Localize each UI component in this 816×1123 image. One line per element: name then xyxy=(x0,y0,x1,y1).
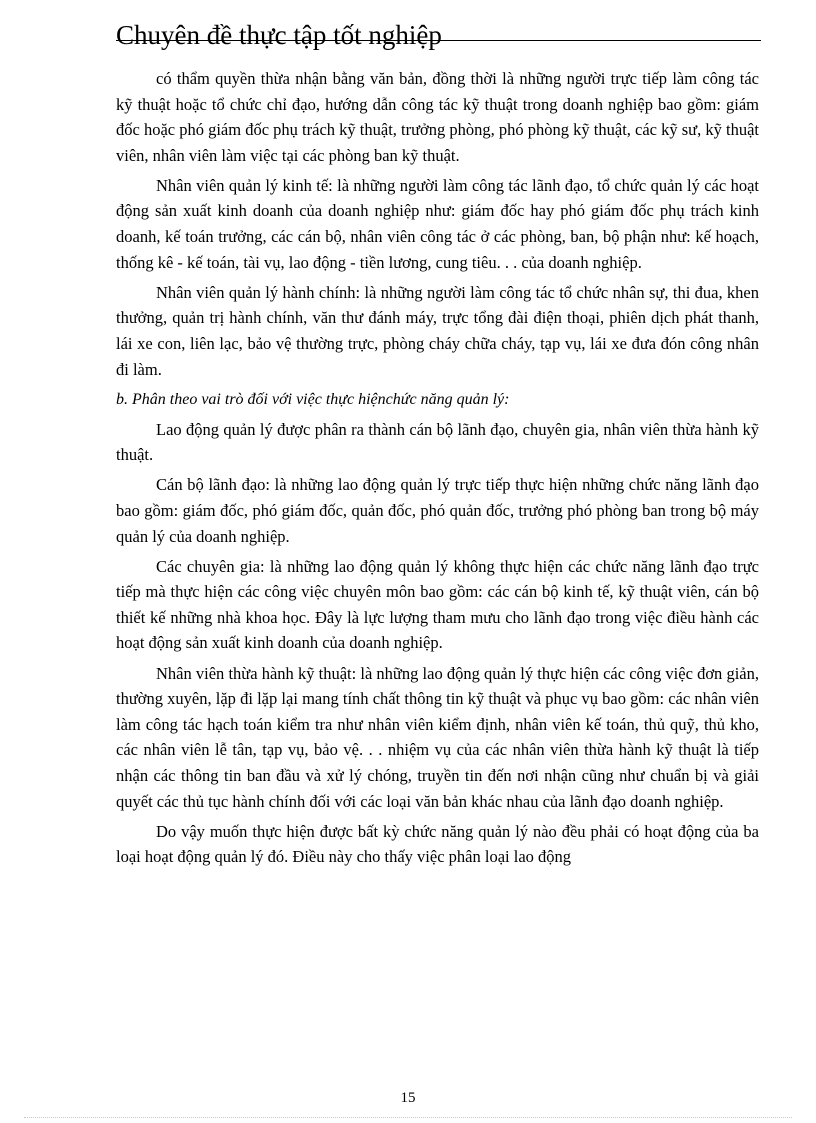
paragraph-technical-executives: Nhân viên thừa hành kỹ thuật: là những lao động quản lý thực hiện các công việc đơn giản, thường xuyên, lặp đi lặp lại mang tính chất thông tin kỹ thuật và phục vụ bao gồm: các nhân viên làm công tác hạch toán kiểm tra như nhân viên kiểm định, nhân viên kế toán, thủ quỹ, thủ kho, các nhân viên lễ tân, tạp vụ, bảo vệ. . . nhiệm vụ của các nhân viên thừa hành kỹ thuật là tiếp nhận các thông tin ban đầu và xử lý chóng, truyền tin đến nơi nhận cũng như chuẩn bị và giải quyết các thủ tục hành chính đối với các loại văn bản khác nhau của lãnh đạo doanh nghiệp. xyxy=(116,663,759,811)
paragraph-economic-management: Nhân viên quản lý kinh tế: là những người làm công tác lãnh đạo, tổ chức quản lý các hoạt động sản xuất kinh doanh của doanh nghiệp như: giám đốc hay phó giám đốc phụ trách kinh doanh, kế toán trưởng, các cán bộ, nhân viên công tác ở các phòng, ban, bộ phận như: kế hoạch, thống kê - kế toán, tài vụ, lao động - tiền lương, cung tiêu. . . của doanh nghiệp. xyxy=(116,175,759,272)
header-rule xyxy=(116,40,761,41)
paragraph-conclusion: Do vậy muốn thực hiện được bất kỳ chức năng quản lý nào đều phải có hoạt động của ba loại hoạt động quản lý đó. Điều này cho thấy việc phân loại lao động xyxy=(116,821,759,867)
paragraph-experts: Các chuyên gia: là những lao động quản lý không thực hiện các chức năng lãnh đạo trực tiếp mà thực hiện các công việc chuyên môn bao gồm: các cán bộ kinh tế, kỹ thuật viên, cán bộ thiết kế những nhà khoa học. Đây là lực lượng tham mưu cho lãnh đạo trong việc điều hành các hoạt động sản xuất kinh doanh của doanh nghiệp. xyxy=(116,556,759,653)
paragraph-management-labor: Lao động quản lý được phân ra thành cán bộ lãnh đạo, chuyên gia, nhân viên thừa hành kỹ thuật. xyxy=(116,419,759,465)
paragraph-administrative-management: Nhân viên quản lý hành chính: là những người làm công tác tổ chức nhân sự, thi đua, khen thưởng, quản trị hành chính, văn thư đánh máy, trực tổng đài điện thoại, phiên dịch phát thanh, lái xe con, liên lạc, bảo vệ thường trực, phòng cháy chữa cháy, tạp vụ, lái xe đưa đón công nhân đi làm. xyxy=(116,282,759,379)
paragraph-technical-staff-cont: có thẩm quyền thừa nhận bằng văn bản, đồng thời là những người trực tiếp làm công tác kỹ thuật hoặc tổ chức chỉ đạo, hướng dẫn công tác kỹ thuật trong doanh nghiệp bao gồm: giám đốc hoặc phó giám đốc phụ trách kỹ thuật, trưởng phòng, phó phòng kỹ thuật, các kỹ sư, kỹ thuật viên, nhân viên làm việc tại các phòng ban kỹ thuật. xyxy=(116,69,759,165)
paragraph-leaders: Cán bộ lãnh đạo: là những lao động quản lý trực tiếp thực hiện những chức năng lãnh đạo bao gồm: giám đốc, phó giám đốc, quản đốc, phó quản đốc, trưởng phó phòng ban trong bộ máy quản lý của doanh nghiệp. xyxy=(116,475,759,546)
page-header xyxy=(116,18,761,48)
section-subheading: b. Phân theo vai trò đối với việc thực hiệnchức năng quản lý: xyxy=(116,390,510,408)
header-title: Chuyên đề thực tập tốt nghiệp xyxy=(116,20,442,50)
page-number: 15 xyxy=(400,1090,416,1106)
body-text xyxy=(116,66,759,870)
footer-rule xyxy=(24,1117,792,1118)
